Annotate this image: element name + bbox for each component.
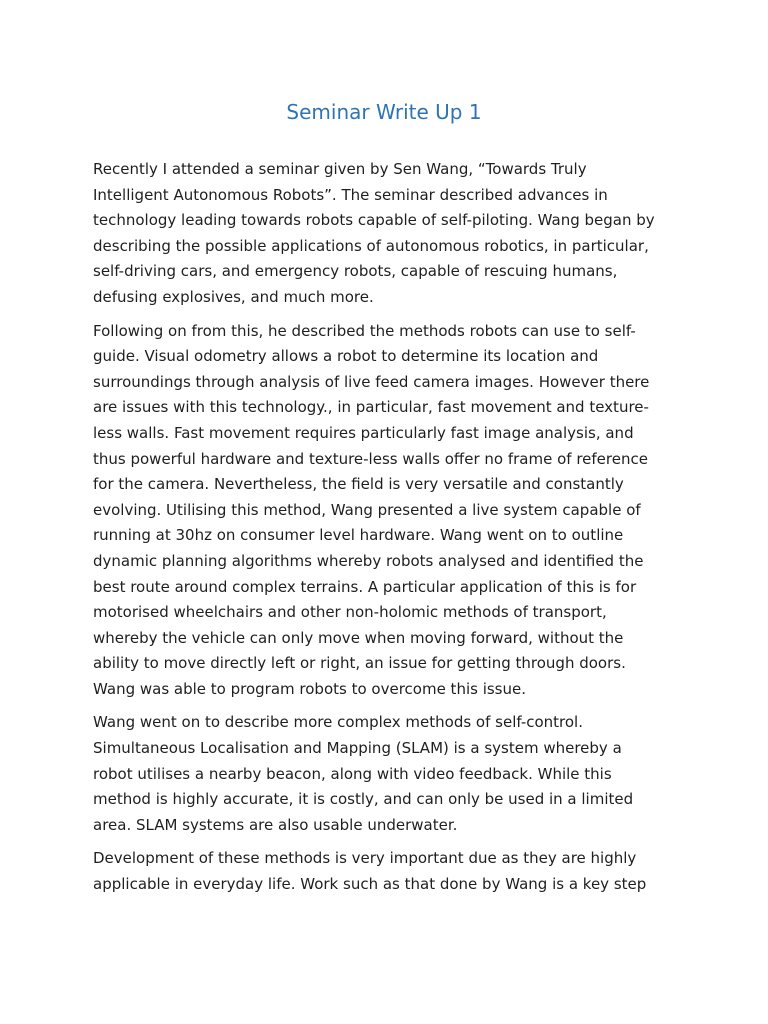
text-line: surroundings through analysis of live feed camera images. However there — [93, 372, 650, 391]
text-line: robot utilises a nearby beacon, along with video feedback. While this — [93, 764, 612, 783]
text-line: describing the possible applications of autonomous robotics, in particular, — [93, 236, 649, 255]
text-line: for the camera. Nevertheless, the field is very versatile and constantly — [93, 475, 624, 494]
paragraph-1 — [93, 157, 683, 311]
text-line: Following on from this, he described the methods robots can use to self- — [93, 321, 636, 340]
text-line: technology leading towards robots capable of self-piloting. Wang began by — [93, 211, 655, 230]
text-line: are issues with this technology., in particular, fast movement and texture- — [93, 398, 649, 417]
document-title: Seminar Write Up 1 — [286, 100, 482, 124]
text-line: dynamic planning algorithms whereby robots analysed and identified the — [93, 551, 644, 570]
text-line: Development of these methods is very important due as they are highly — [93, 849, 637, 868]
text-line: self-driving cars, and emergency robots, capable of rescuing humans, — [93, 262, 618, 281]
text-line: thus powerful hardware and texture-less walls offer no frame of reference — [93, 449, 648, 468]
text-line: Recently I attended a seminar given by Sen Wang, “Towards Truly — [93, 160, 587, 178]
paragraph-3 — [93, 710, 683, 838]
text-line: Wang was able to program robots to overcome this issue. — [93, 679, 527, 698]
text-line: best route around complex terrains. A particular application of this is for — [93, 577, 637, 596]
text-line: defusing explosives, and much more. — [93, 287, 374, 306]
text-line: less walls. Fast movement requires particularly fast image analysis, and — [93, 423, 634, 442]
text-line: whereby the vehicle can only move when moving forward, without the — [93, 628, 624, 647]
text-line: Intelligent Autonomous Robots”. The seminar described advances in — [93, 185, 608, 204]
text-line: applicable in everyday life. Work such as that done by Wang is a key step — [93, 875, 647, 894]
text-line: motorised wheelchairs and other non-holomic methods of transport, — [93, 603, 607, 622]
paragraph-2 — [93, 319, 683, 703]
text-line: running at 30hz on consumer level hardware. Wang went on to outline — [93, 526, 624, 545]
text-line: Wang went on to describe more complex methods of self-control. — [93, 713, 583, 732]
text-line: area. SLAM systems are also usable underwater. — [93, 815, 458, 834]
text-line: ability to move directly left or right, an issue for getting through doors. — [93, 654, 626, 673]
paragraph-4 — [93, 846, 683, 897]
text-line: guide. Visual odometry allows a robot to determine its location and — [93, 347, 599, 366]
text-line: Simultaneous Localisation and Mapping (SLAM) is a system whereby a — [93, 739, 622, 758]
text-line: evolving. Utilising this method, Wang presented a live system capable of — [93, 500, 641, 519]
text-line: method is highly accurate, it is costly, and can only be used in a limited — [93, 790, 634, 809]
document-body — [93, 157, 683, 906]
